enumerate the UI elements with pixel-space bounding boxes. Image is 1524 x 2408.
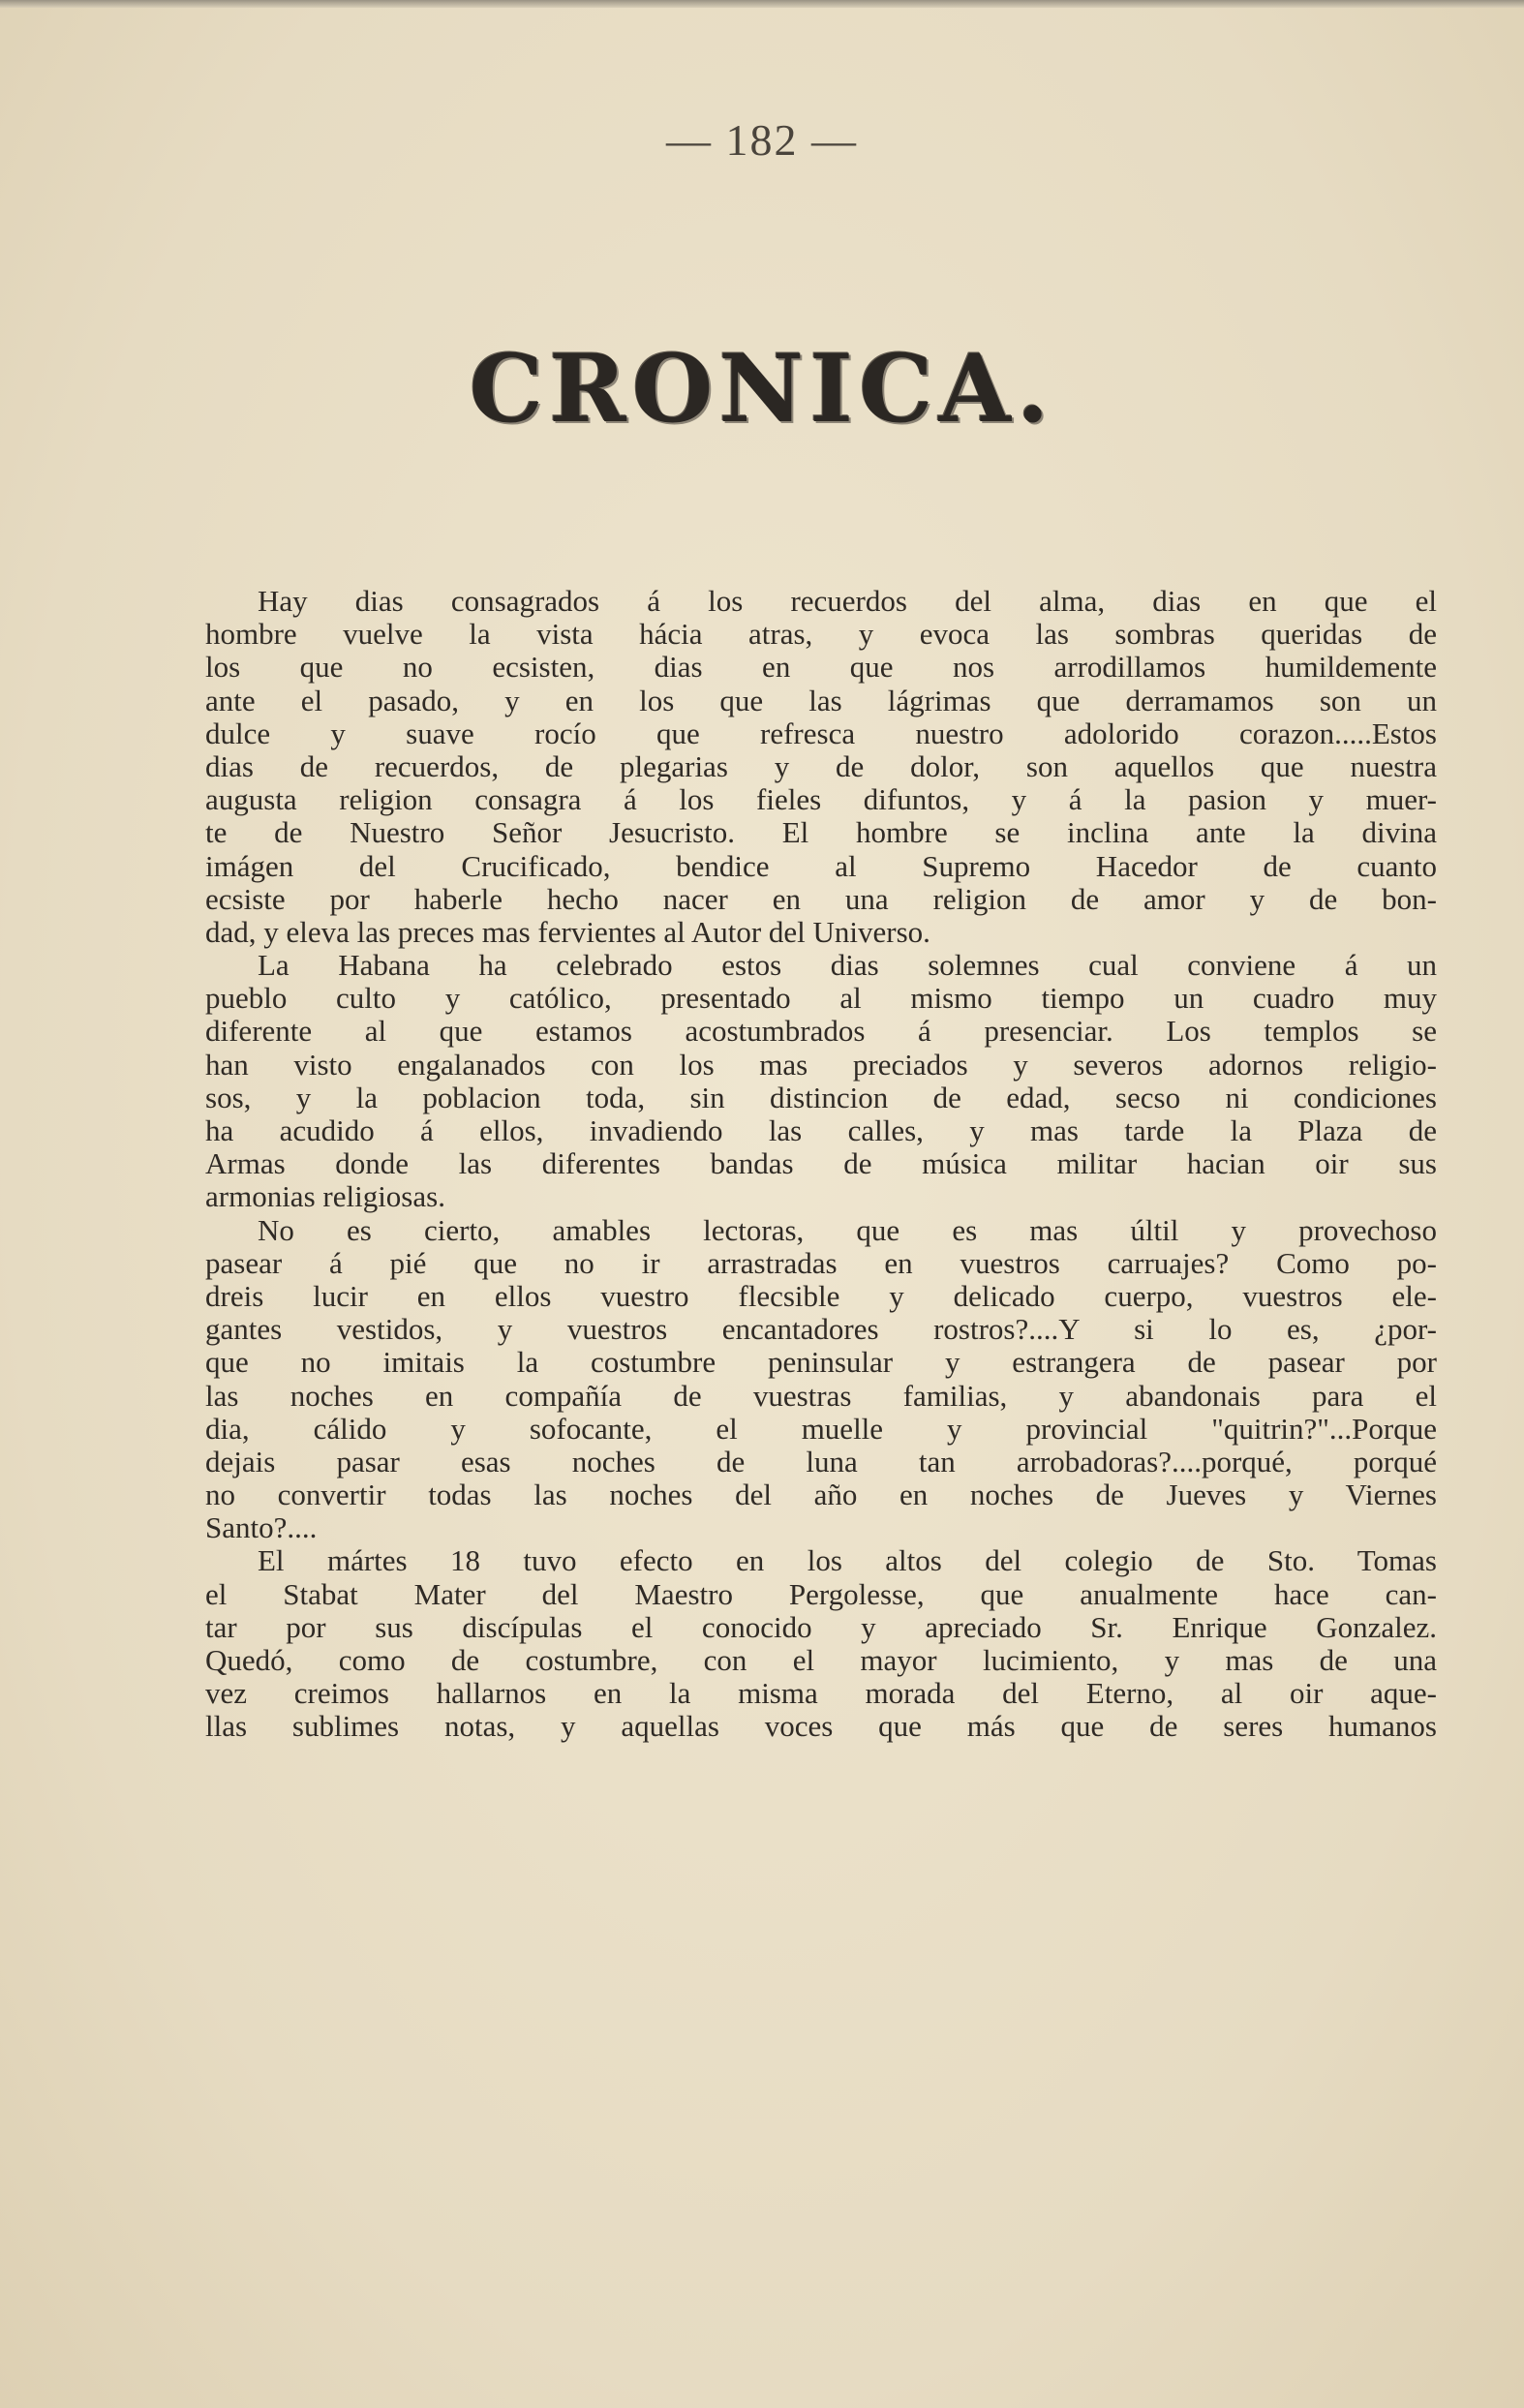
text-line: han visto engalanados con los mas preciados y severos adornos religio-: [205, 1048, 1437, 1082]
text-line: que no imitais la costumbre peninsular y estrangera de pasear por: [205, 1346, 1437, 1380]
text-line: dulce y suave rocío que refresca nuestro adolorido corazon.....Estos: [205, 716, 1437, 750]
text-line: ecsiste por haberle hecho nacer en una religion de amor y de bon-: [205, 882, 1437, 916]
text-line: dias de recuerdos, de plegarias y de dolor, son aquellos que nuestra: [205, 749, 1437, 783]
text-line: armonias religiosas.: [205, 1180, 445, 1214]
text-line: El mártes 18 tuvo efecto en los altos del colegio de Sto. Tomas: [258, 1544, 1437, 1578]
text-line: ante el pasado, y en los que las lágrimas que derramamos son un: [205, 684, 1437, 717]
text-line: tar por sus discípulas el conocido y apreciado Sr. Enrique Gonzalez.: [205, 1610, 1437, 1644]
text-line: dreis lucir en ellos vuestro flecsible y delicado cuerpo, vuestros ele-: [205, 1279, 1437, 1313]
text-line: pueblo culto y católico, presentado al mismo tiempo un cuadro muy: [205, 982, 1437, 1016]
chapter-title: CRONICA.: [469, 334, 1055, 443]
text-line: pasear á pié que no ir arrastradas en vuestros carruajes? Como po-: [205, 1246, 1437, 1280]
text-line: sos, y la poblacion toda, sin distincion de edad, secso ni condiciones: [205, 1081, 1437, 1114]
text-line: dejais pasar esas noches de luna tan arrobadoras?....porqué, porqué: [205, 1445, 1437, 1478]
text-line: imágen del Crucificado, bendice al Supremo Hacedor de cuanto: [205, 849, 1437, 883]
text-line: ha acudido á ellos, invadiendo las calles, y mas tarde la Plaza de: [205, 1114, 1437, 1147]
text-line: augusta religion consagra á los fieles difuntos, y á la pasion y muer-: [205, 783, 1437, 817]
text-line: el Stabat Mater del Maestro Pergolesse, que anualmente hace can-: [205, 1577, 1437, 1611]
page-number: — 182 —: [666, 115, 858, 165]
text-line: te de Nuestro Señor Jesucristo. El hombre se inclina ante la divina: [205, 816, 1437, 850]
text-line: vez creimos hallarnos en la misma morada del Eterno, al oir aque-: [205, 1677, 1437, 1711]
body-text: [205, 585, 1437, 1744]
text-line: Armas donde las diferentes bandas de música militar hacian oir sus: [205, 1147, 1437, 1181]
text-line: La Habana ha celebrado estos dias solemnes cual conviene á un: [258, 949, 1437, 983]
text-line: No es cierto, amables lectoras, que es mas últil y provechoso: [258, 1213, 1437, 1247]
text-line: gantes vestidos, y vuestros encantadores rostros?....Y si lo es, ¿por-: [205, 1313, 1437, 1347]
page-top-edge: [0, 0, 1524, 8]
text-line: llas sublimes notas, y aquellas voces que más que de seres humanos: [205, 1710, 1437, 1744]
text-line: diferente al que estamos acostumbrados á presenciar. Los templos se: [205, 1015, 1437, 1049]
text-line: las noches en compañía de vuestras familias, y abandonais para el: [205, 1379, 1437, 1413]
text-line: los que no ecsisten, dias en que nos arrodillamos humildemente: [205, 651, 1437, 685]
text-line: Quedó, como de costumbre, con el mayor lucimiento, y mas de una: [205, 1644, 1437, 1677]
text-line: dia, cálido y sofocante, el muelle y provincial "quitrin?"...Porque: [205, 1412, 1437, 1446]
text-line: hombre vuelve la vista hácia atras, y evoca las sombras queridas de: [205, 618, 1437, 652]
text-line: dad, y eleva las preces mas fervientes al Autor del Universo.: [205, 915, 930, 949]
text-line: Hay dias consagrados á los recuerdos del alma, dias en que el: [258, 585, 1437, 618]
text-line: no convertir todas las noches del año en noches de Jueves y Viernes: [205, 1478, 1437, 1512]
text-line: Santo?....: [205, 1511, 318, 1545]
